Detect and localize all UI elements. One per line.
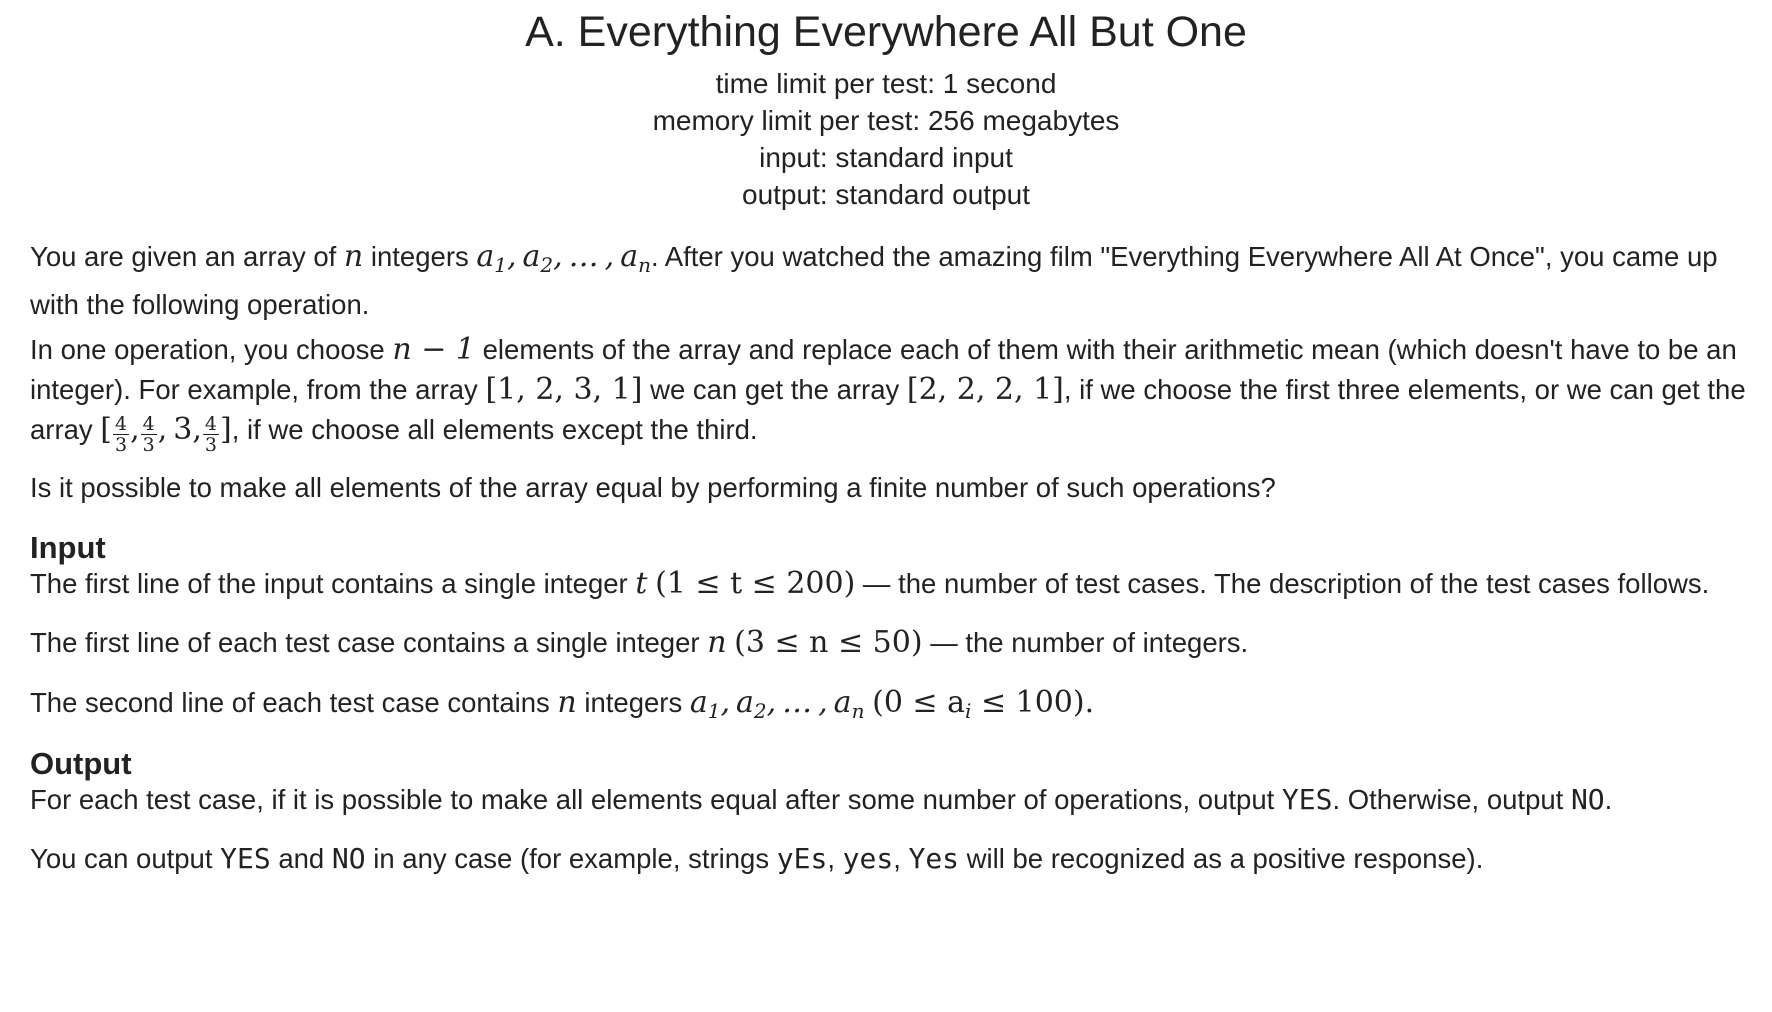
legend-paragraph-2: In one operation, you choose n − 1 elements of the array and replace each of them with their arithmetic mean (which doesn't have to be an integer). For example, from the array [1, 2, 3, 1] we can get the array [2, 2, 2, 1], if we choose the first three elements, or we can get the array [ $\frac{4}{3}$ , $\frac{4}{3}$ , 3, $\frac{4}{3}$ ], if we choose all elements except the third. (30, 332, 1746, 456)
output-heading: Output (30, 746, 132, 781)
time-limit: time limit per test: 1 second (715, 68, 1057, 99)
output-type: output: standard output (742, 179, 1030, 210)
output-line-1: For each test case, if it is possible to make all elements equal after some number of operations, output YES. Otherwise, output NO. (30, 783, 1613, 816)
legend-paragraph-3: Is it possible to make all elements of the array equal by performing a finite number of such operations? (30, 472, 1276, 503)
input-line-3: The second line of each test case contains n integers $a_1$, $a_2$, … , $a_n$ $(0 \le a_i \le 100)$. (30, 685, 1095, 723)
input-line-2: The first line of each test case contains a single integer n (3 ≤ n ≤ 50) — the number of integers. (30, 625, 1249, 660)
fraction: $\frac{4}{3}$ (204, 413, 218, 456)
fraction: $\frac{4}{3}$ (115, 413, 128, 456)
legend-paragraph-1: You are given an array of n integers $a_1$, $a_2$, … , $a_n$. After you watched the amazing film "Everything Everywhere All At Once", you came up with the following operation. (30, 239, 1718, 320)
input-heading: Input (30, 530, 106, 565)
memory-limit: memory limit per test: 256 megabytes (652, 105, 1120, 136)
input-line-1: The first line of the input contains a single integer t (1 ≤ t ≤ 200) — the number of test cases. The description of the test cases follows. (30, 566, 1710, 601)
problem-title: A. Everything Everywhere All But One (525, 8, 1247, 56)
input-type: input: standard input (759, 142, 1013, 173)
fraction: $\frac{4}{3}$ (142, 413, 155, 456)
output-line-2: You can output YES and NO in any case (for example, strings yEs, yes, Yes will be recognized as a positive response). (30, 842, 1484, 875)
